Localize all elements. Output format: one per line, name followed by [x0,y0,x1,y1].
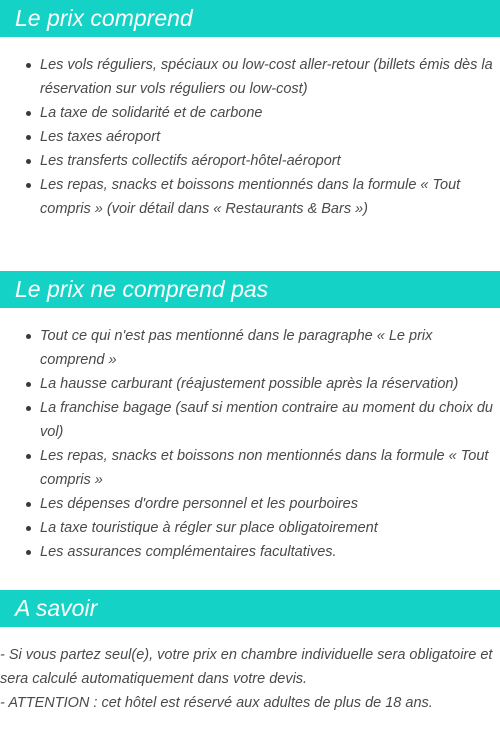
note-text: - Si vous partez seul(e), votre prix en chambre individuelle sera obligatoire et sera calculé automatiquement dans votre devis. [0,647,493,687]
list-item-text: La franchise bagage (sauf si mention contraire au moment du choix du vol) [40,400,493,440]
list-item [0,324,500,372]
not-included-list [0,324,500,564]
bullet-icon [26,111,31,116]
list-item [0,492,500,516]
bullet-icon [26,526,31,531]
list-item-text: Les dépenses d'ordre personnel et les pourboires [40,496,358,512]
section-title-not-included: Le prix ne comprend pas [0,271,500,308]
list-item [0,396,500,444]
bullet-icon [26,159,31,164]
bullet-icon [26,502,31,507]
list-item-text: Les vols réguliers, spéciaux ou low-cost aller-retour (billets émis dès la réservation sur vols réguliers ou low-cost) [40,57,493,97]
list-item [0,173,500,221]
list-item [0,372,500,396]
list-item-text: La taxe de solidarité et de carbone [40,105,263,121]
notes-block [0,643,500,715]
list-item-text: Les taxes aéroport [40,129,161,145]
list-item-text: La taxe touristique à régler sur place obligatoirement [40,520,378,536]
list-item-text: Les assurances complémentaires facultatives. [40,544,337,560]
list-item-text: Tout ce qui n'est pas mentionné dans le paragraphe « Le prix comprend » [40,328,433,368]
section-title-to-know: A savoir [0,590,500,627]
list-item-text: Les repas, snacks et boissons non mentionnés dans la formule « Tout compris » [40,448,489,488]
list-item-text: Les transferts collectifs aéroport-hôtel-aéroport [40,153,341,169]
list-item [0,101,500,125]
list-item [0,516,500,540]
bullet-icon [26,550,31,555]
list-item [0,149,500,173]
bullet-icon [26,63,31,68]
list-item [0,444,500,492]
bullet-icon [26,406,31,411]
list-item [0,540,500,564]
section-title-included: Le prix comprend [0,0,500,37]
bullet-icon [26,382,31,387]
list-item [0,53,500,101]
list-item [0,125,500,149]
bullet-icon [26,334,31,339]
bullet-icon [26,135,31,140]
list-item-text: Les repas, snacks et boissons mentionnés dans la formule « Tout compris » (voir détail dans « Restaurants & Bars ») [40,177,461,217]
list-item-text: La hausse carburant (réajustement possible après la réservation) [40,376,459,392]
bullet-icon [26,454,31,459]
included-list [0,53,500,221]
note-text: - ATTENTION : cet hôtel est réservé aux adultes de plus de 18 ans. [0,695,433,711]
bullet-icon [26,183,31,188]
